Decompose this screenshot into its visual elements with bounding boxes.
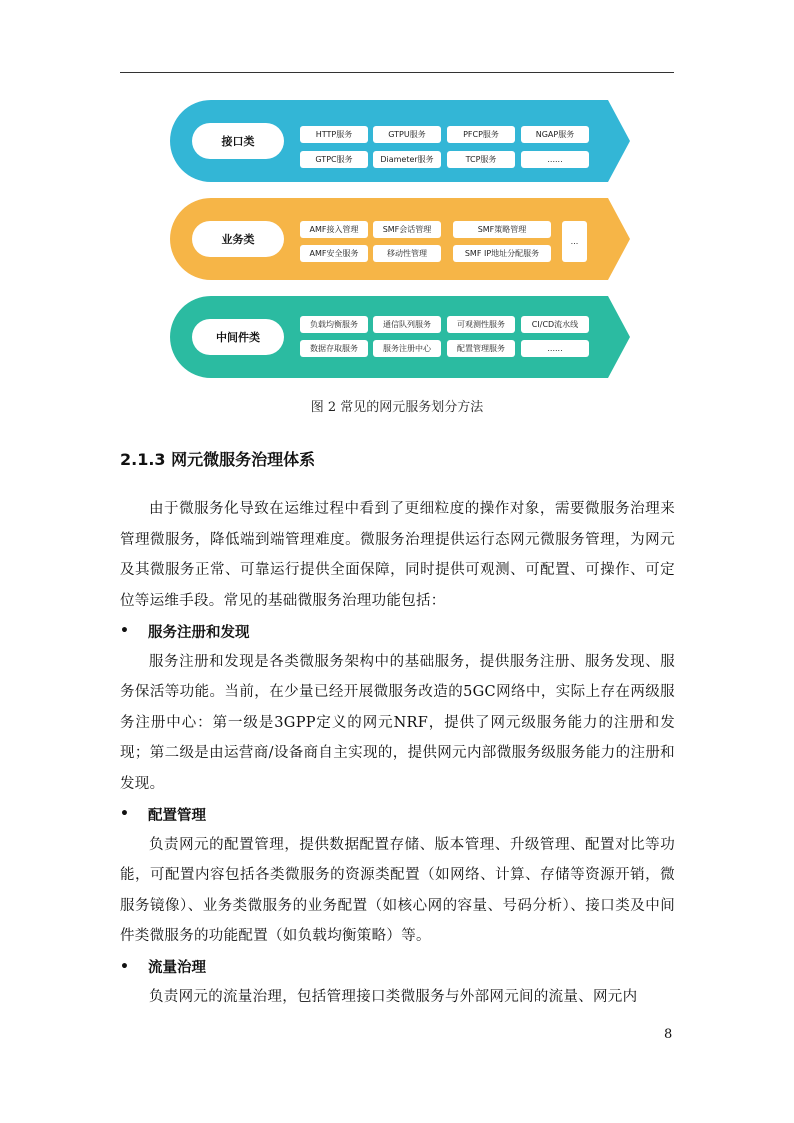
band-label: 中间件类 [192, 319, 284, 355]
service-box: AMF安全服务 [300, 245, 368, 262]
service-box: ...... [521, 151, 589, 168]
service-box: 服务注册中心 [373, 340, 441, 357]
service-box: 通信队列服务 [373, 316, 441, 333]
service-box: TCP服务 [447, 151, 515, 168]
intro-paragraph: 由于微服务化导致在运维过程中看到了更细粒度的操作对象，需要微服务治理来管理微服务，降低端到端管理难度。微服务治理提供运行态网元微服务管理，为网元及其微服务正常、可靠运行提供全面保障，同时提供可观测、可配置、可操作、可定位等运维手段。常见的基础微服务治理功能包括： [120, 501, 675, 609]
bullet-dot: • [120, 806, 129, 823]
header-rule [120, 72, 674, 73]
traffic-governance-paragraph: 负责网元的流量治理，包括管理接口类微服务与外部网元间的流量、网元内 [149, 989, 638, 1005]
service-box: GTPC服务 [300, 151, 368, 168]
middleware-band [170, 296, 630, 378]
service-box: ...... [521, 340, 589, 357]
service-box: GTPU服务 [373, 126, 441, 143]
service-classification-figure [170, 100, 630, 385]
bullet-service-registration [120, 616, 675, 647]
service-box: 可观测性服务 [447, 316, 515, 333]
service-box: 负载均衡服务 [300, 316, 368, 333]
bullet-title: 服务注册和发现 [148, 624, 250, 641]
service-box: Diameter服务 [373, 151, 441, 168]
bullet-traffic-governance [120, 952, 675, 983]
interface-band [170, 100, 630, 182]
service-box: 移动性管理 [373, 245, 441, 262]
service-box: SMF策略管理 [453, 221, 551, 238]
service-box: HTTP服务 [300, 126, 368, 143]
bullet-title: 流量治理 [148, 960, 206, 977]
figure-caption: 图 2 常见的网元服务划分方法 [310, 400, 484, 415]
bullet-dot: • [120, 623, 129, 640]
config-management-paragraph: 负责网元的配置管理，提供数据配置存储、版本管理、升级管理、配置对比等功能，可配置内容包括各类微服务的资源类配置（如网络、计算、存储等资源开销，微服务镜像）、业务类微服务的业务配置（如核心网的容量、号码分析）、接口类及中间件类微服务的功能配置（如负载均衡策略）等。 [120, 836, 675, 944]
band-label: 接口类 [192, 123, 284, 159]
bullet-config-management [120, 799, 675, 830]
bullet-dot: • [120, 958, 129, 975]
service-box: 配置管理服务 [447, 340, 515, 357]
business-band [170, 198, 630, 280]
service-box: 数据存取服务 [300, 340, 368, 357]
service-box: AMF接入管理 [300, 221, 368, 238]
service-box: CI/CD流水线 [521, 316, 589, 333]
band-label: 业务类 [192, 221, 284, 257]
more-box: ... [562, 221, 587, 262]
body-text [120, 494, 675, 1013]
service-box: SMF会话管理 [373, 221, 441, 238]
service-box: NGAP服务 [521, 126, 589, 143]
page-number: 8 [664, 1027, 673, 1042]
bullet-title: 配置管理 [148, 807, 206, 824]
section-heading: 2.1.3 网元微服务治理体系 [120, 450, 316, 469]
service-box: PFCP服务 [447, 126, 515, 143]
service-box: SMF IP地址分配服务 [453, 245, 551, 262]
service-registration-paragraph: 服务注册和发现是各类微服务架构中的基础服务，提供服务注册、服务发现、服务保活等功能。当前，在少量已经开展微服务改造的5GC网络中，实际上存在两级服务注册中心：第一级是3GPP定义的网元NRF，提供了网元级服务能力的注册和发现；第二级是由运营商/设备商自主实现的，提供网元内部微服务级服务能力的注册和发现。 [120, 653, 675, 792]
